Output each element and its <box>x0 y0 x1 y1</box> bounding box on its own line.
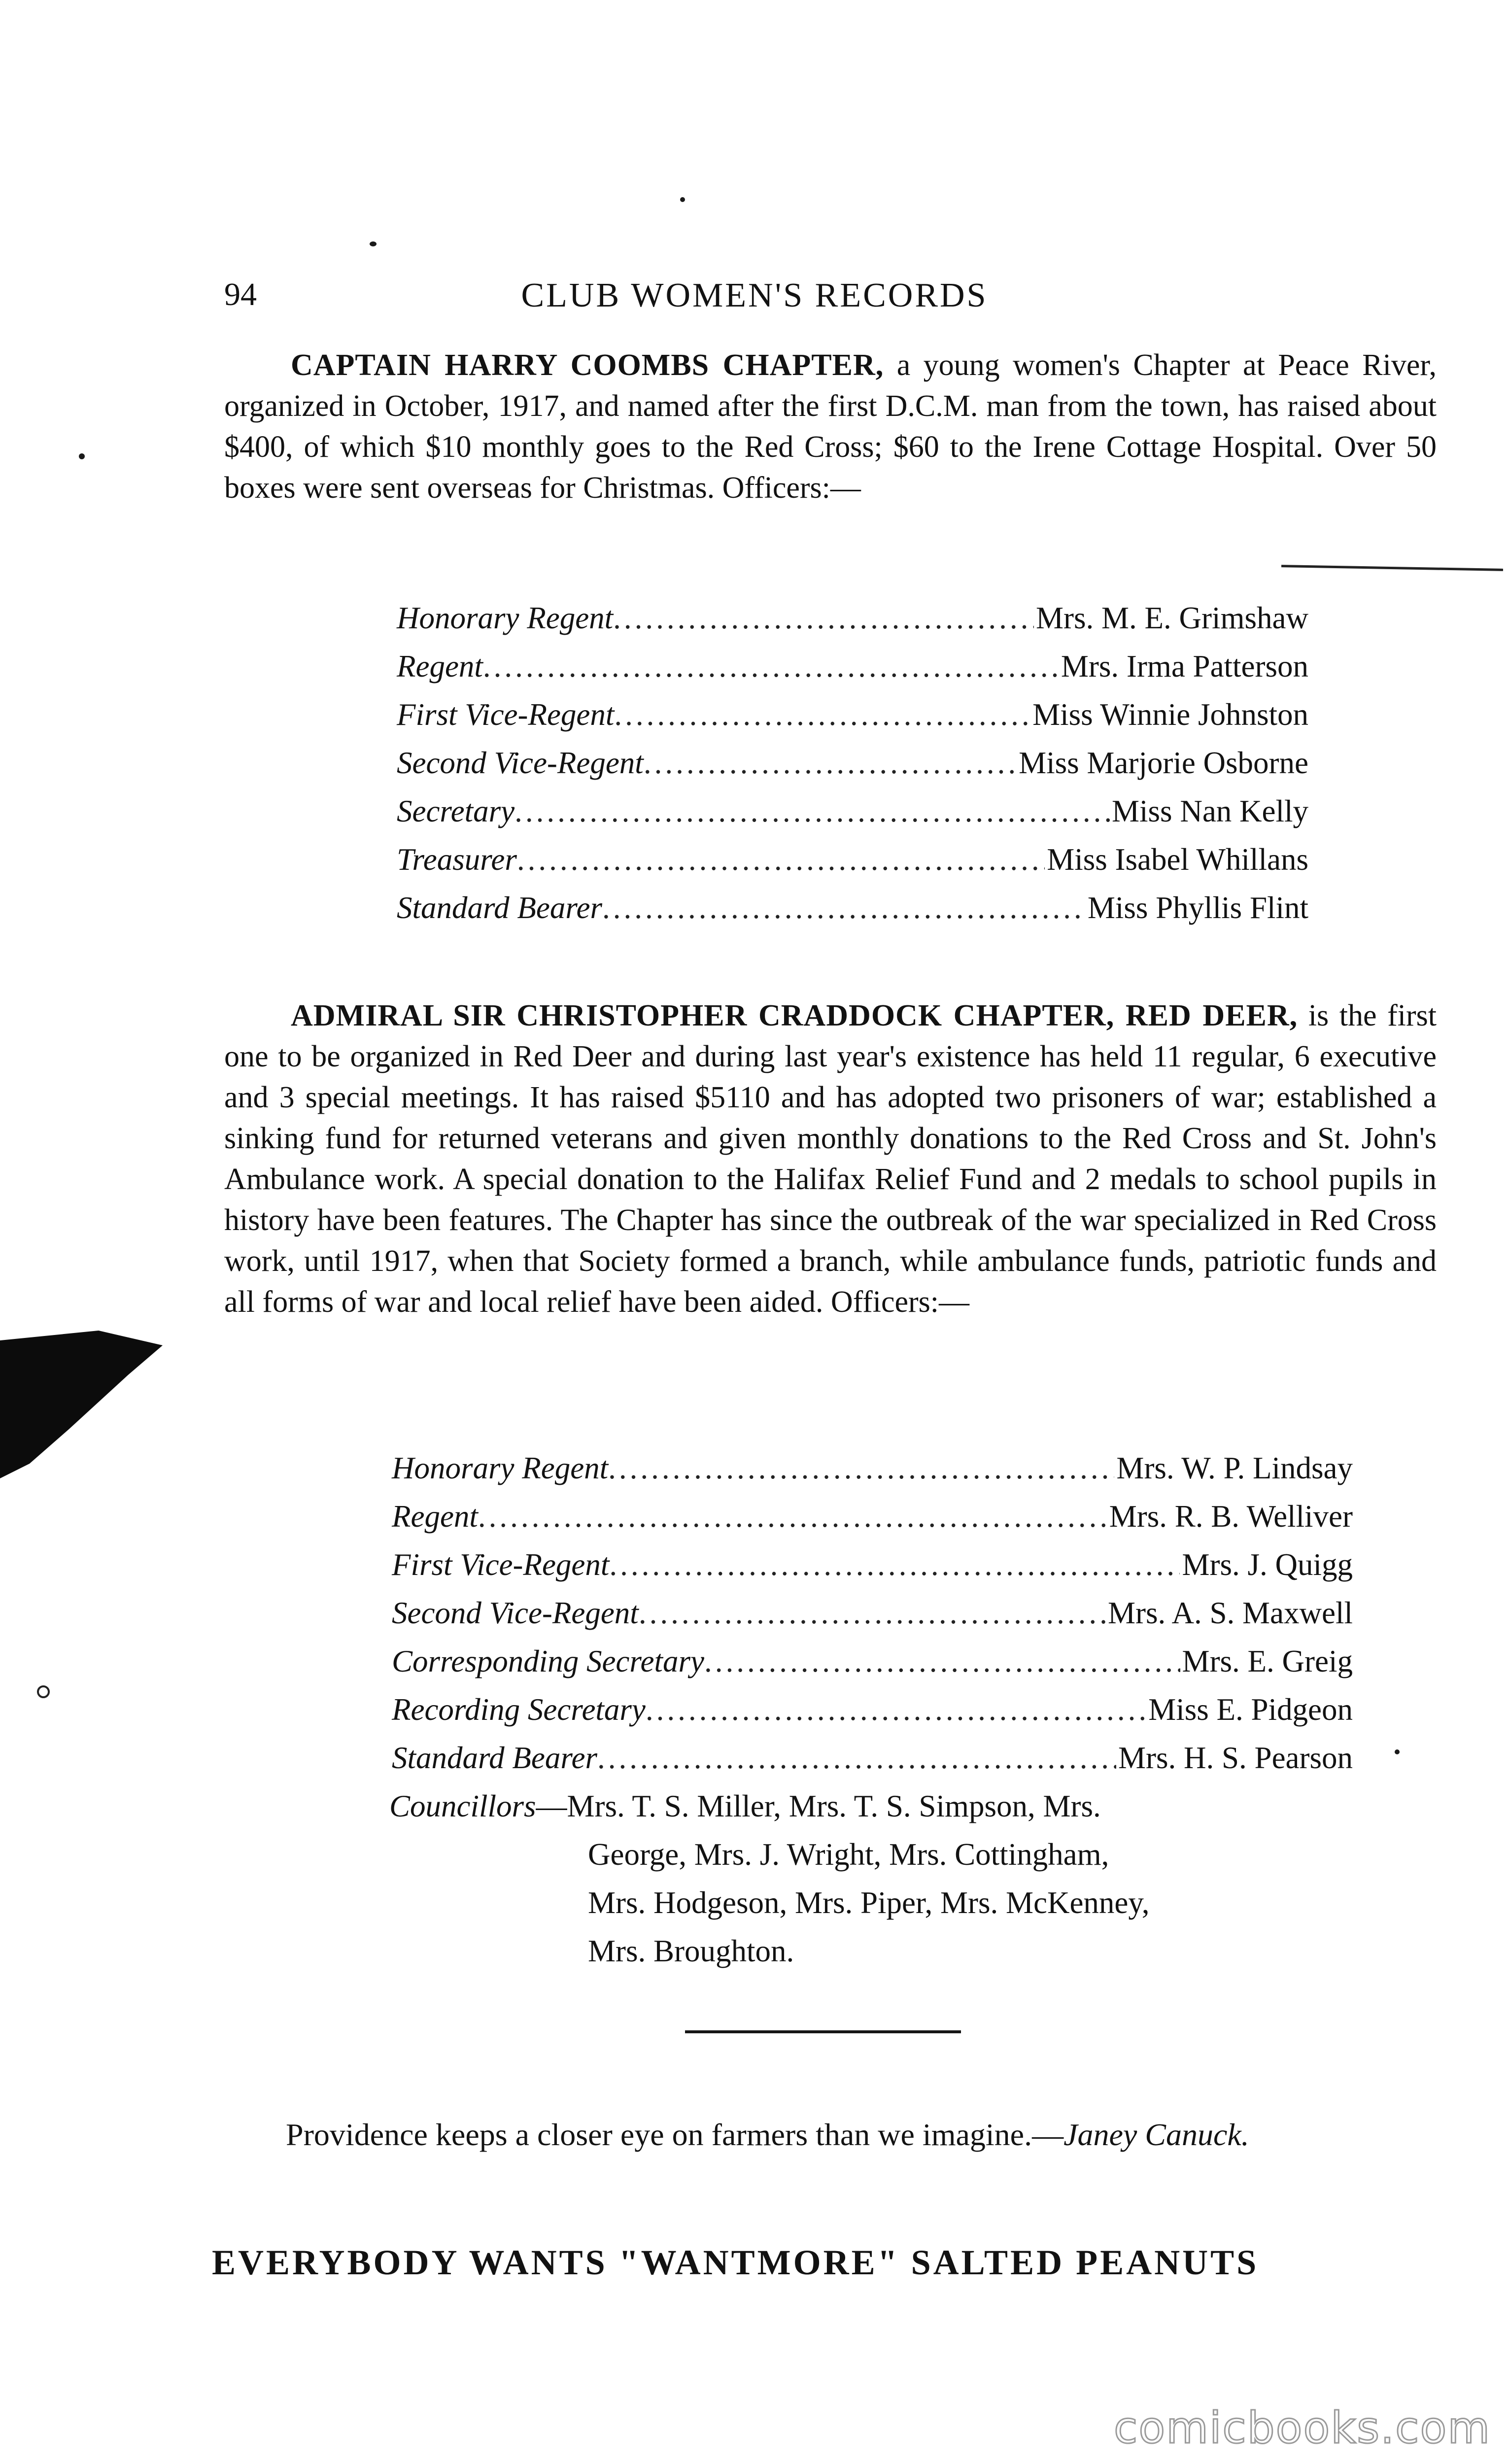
officer-title: Regent <box>392 1499 478 1534</box>
quote-author: Janey Canuck. <box>1063 2117 1249 2152</box>
councillors-line: Mrs. Broughton. <box>588 1934 794 1968</box>
councillors-title: Councillors <box>389 1789 536 1823</box>
dot-leader <box>483 642 1059 690</box>
closing-quote <box>286 2117 1249 2153</box>
officer-name: Mrs. R. B. Welliver <box>1109 1499 1353 1534</box>
officer-title: Secretary <box>397 794 515 828</box>
officer-row <box>397 835 1308 884</box>
officer-name: Miss Phyllis Flint <box>1087 890 1308 925</box>
officer-name: Miss Winnie Johnston <box>1032 697 1308 732</box>
officers-list-coombs <box>397 594 1308 932</box>
officer-title: First Vice-Regent <box>397 697 615 732</box>
officer-name: Miss Nan Kelly <box>1112 794 1308 828</box>
dot-leader <box>613 594 1034 642</box>
officer-row <box>397 884 1308 932</box>
dot-leader <box>602 884 1086 932</box>
officer-name: Mrs. E. Greig <box>1182 1644 1353 1678</box>
dot-leader <box>639 1589 1106 1637</box>
officer-name: Mrs. M. E. Grimshaw <box>1036 601 1308 635</box>
section-divider <box>685 2030 961 2033</box>
councillors-block <box>389 1782 1375 1975</box>
officer-name: Mrs. H. S. Pearson <box>1118 1741 1353 1775</box>
scratch-artifact <box>1281 565 1503 571</box>
councillors-line <box>389 1782 1375 1830</box>
officer-row <box>397 642 1308 690</box>
officer-name: Mrs. A. S. Maxwell <box>1107 1596 1353 1630</box>
officer-row <box>397 787 1308 835</box>
officer-name: Mrs. Irma Patterson <box>1061 649 1308 684</box>
officer-title: First Vice-Regent <box>392 1547 610 1582</box>
officer-title: Recording Secretary <box>392 1692 646 1727</box>
speck-artifact <box>79 453 85 459</box>
dot-leader <box>517 835 1045 884</box>
dot-leader <box>514 787 1110 835</box>
councillors-names: —Mrs. T. S. Miller, Mrs. T. S. Simpson, Mrs. <box>536 1789 1101 1823</box>
officer-row <box>392 1540 1353 1589</box>
officer-name: Mrs. W. P. Lindsay <box>1116 1451 1353 1485</box>
running-title: CLUB WOMEN'S RECORDS <box>521 276 988 314</box>
officer-name: Miss E. Pidgeon <box>1148 1692 1353 1727</box>
quote-text: Providence keeps a closer eye on farmers than we imagine.— <box>286 2117 1064 2152</box>
officer-title: Honorary Regent <box>397 601 614 635</box>
officer-row <box>392 1637 1353 1685</box>
chapter-paragraph-coombs <box>224 345 1437 509</box>
officer-name: Miss Marjorie Osborne <box>1019 746 1308 780</box>
speck-artifact <box>1395 1749 1400 1754</box>
speck-artifact <box>370 241 377 246</box>
chapter-name-coombs: CAPTAIN HARRY COOMBS CHAPTER, <box>291 348 884 382</box>
officer-row <box>392 1734 1353 1782</box>
speck-artifact <box>680 197 685 202</box>
chapter-body-coombs: a young women's Chapter at Peace River, organized in October, 1917, and named after the first D.C.M. man from the town, has raised about $400, of which $10 monthly goes to the Red Cross; $60 to the Irene Cottage Hospital. Over 50 boxes were sent overseas for Christmas. Officers:— <box>224 348 1437 505</box>
officer-row <box>392 1589 1353 1637</box>
dot-leader <box>704 1637 1180 1685</box>
officer-row <box>397 594 1308 642</box>
officer-title: Corresponding Secretary <box>392 1644 704 1678</box>
dot-leader <box>646 1685 1146 1734</box>
officer-title: Honorary Regent <box>392 1451 609 1485</box>
councillors-line: Mrs. Hodgeson, Mrs. Piper, Mrs. McKenney, <box>588 1885 1150 1920</box>
officer-title: Standard Bearer <box>397 890 603 925</box>
dot-leader <box>478 1492 1107 1540</box>
officer-name: Miss Isabel Whillans <box>1047 842 1308 877</box>
officer-title: Second Vice-Regent <box>392 1596 639 1630</box>
officers-list-craddock <box>392 1444 1353 1782</box>
officer-title: Regent <box>397 649 483 684</box>
chapter-name-craddock: ADMIRAL SIR CHRISTOPHER CRADDOCK CHAPTER, RED DEER, <box>291 999 1298 1032</box>
dot-leader <box>644 739 1017 787</box>
chapter-paragraph-craddock <box>224 995 1437 1323</box>
officer-name: Mrs. J. Quigg <box>1182 1547 1353 1582</box>
advertisement-line: EVERYBODY WANTS "WANTMORE" SALTED PEANUTS <box>212 2243 1259 2282</box>
officer-title: Second Vice-Regent <box>397 746 644 780</box>
officer-row <box>392 1685 1353 1734</box>
dot-leader <box>597 1734 1116 1782</box>
officer-title: Standard Bearer <box>392 1741 598 1775</box>
dot-leader <box>614 690 1030 739</box>
officer-row <box>392 1444 1353 1492</box>
officer-title: Treasurer <box>397 842 517 877</box>
page-number: 94 <box>224 276 257 312</box>
chapter-body-craddock: is the first one to be organized in Red Deer and during last year's existence has held 11 regular, 6 executive and 3 special meetings. It has raised $5110 and has adopted two prisoners of war; established a sinking fund for returned veterans and given monthly donations to the Red Cross and St. John's Ambulance work. A special donation to the Halifax Relief Fund and 2 medals to school pupils in history have been features. The Chapter has since the outbreak of the war specialized in Red Cross work, until 1917, when that Society formed a branch, while ambulance funds, patriotic funds and all forms of war and local relief have been aided. Officers:— <box>224 999 1437 1319</box>
watermark: comicbooks.com <box>1114 2402 1491 2453</box>
officer-row <box>392 1492 1353 1540</box>
ink-blot-artifact <box>0 1331 163 1478</box>
officer-row <box>397 739 1308 787</box>
speck-artifact <box>37 1685 50 1698</box>
dot-leader <box>608 1444 1114 1492</box>
officer-row <box>397 690 1308 739</box>
councillors-line: George, Mrs. J. Wright, Mrs. Cottingham, <box>588 1837 1109 1872</box>
dot-leader <box>609 1540 1180 1589</box>
